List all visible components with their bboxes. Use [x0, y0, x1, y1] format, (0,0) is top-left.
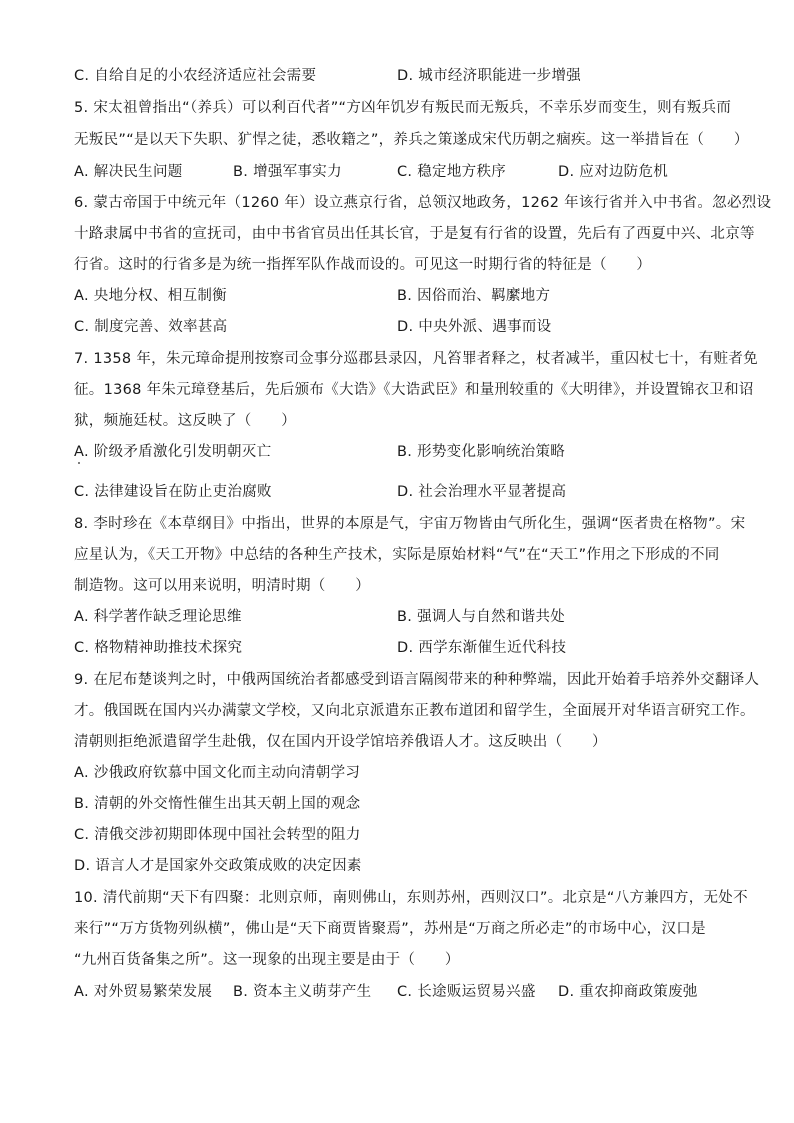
- q8-option-c: C. 格物精神助推技术探究: [74, 640, 243, 656]
- q7-stem-line-3: 狱，频施廷杖。这反映了（ ）: [74, 413, 296, 429]
- q6-option-a: A. 央地分权、相互制衡: [74, 288, 227, 304]
- q7-option-d: D. 社会治理水平显著提高: [397, 484, 567, 500]
- q9-option-c: C. 清俄交涉初期即体现中国社会转型的阻力: [74, 827, 361, 843]
- q10-stem-line-1: 10. 清代前期“天下有四聚：北则京师，南则佛山，东则苏州，西则汉口”。北京是“八方兼四方，无处不: [74, 890, 748, 906]
- q8-stem-line-3: 制造物。这可以用来说明，明清时期（ ）: [74, 578, 370, 594]
- q5-option-c: C. 稳定地方秩序: [397, 164, 507, 180]
- q10-option-c: C. 长途贩运贸易兴盛: [397, 984, 536, 1000]
- q8-option-a: A. 科学著作缺乏理论思维: [74, 609, 242, 625]
- stray-mark: [78, 462, 80, 464]
- q7-option-a: A. 阶级矛盾激化引发明朝灭亡: [74, 444, 272, 460]
- q6-stem-line-2: 十路隶属中书省的宣抚司，由中书省官员出任其长官，于是复有行省的设置，先后有了西夏中兴、北京等: [74, 226, 755, 242]
- q9-stem-line-1: 9. 在尼布楚谈判之时，中俄两国统治者都感受到语言隔阂带来的种种弊端，因此开始着手培养外交翻译人: [74, 672, 760, 688]
- q9-stem-line-3: 清朝则拒绝派遣留学生赴俄，仅在国内开设学馆培养俄语人才。这反映出（ ）: [74, 734, 607, 750]
- q5-option-b: B. 增强军事实力: [233, 164, 342, 180]
- q6-option-c: C. 制度完善、效率甚高: [74, 319, 228, 335]
- q6-stem-line-3: 行省。这时的行省多是为统一指挥军队作战而设的。可见这一时期行省的特征是（ ）: [74, 257, 652, 273]
- q10-option-a: A. 对外贸易繁荣发展: [74, 984, 213, 1000]
- q7-stem-line-2: 征。1368 年朱元璋登基后，先后颁布《大诰》《大诰武臣》和量刑较重的《大明律》，并设置锦衣卫和诏: [74, 382, 754, 398]
- q9-stem-line-2: 才。俄国既在国内兴办满蒙文学校，又向北京派遣东正教布道团和留学生，全面展开对华语言研究工作。: [74, 703, 755, 719]
- q10-option-b: B. 资本主义萌芽产生: [233, 984, 372, 1000]
- q9-option-b: B. 清朝的外交惰性催生出其天朝上国的观念: [74, 796, 361, 812]
- q5-option-a: A. 解决民生问题: [74, 164, 183, 180]
- q8-stem-line-2: 应星认为，《天工开物》中总结的各种生产技术，实际是原始材料“气”在“天工”作用之下形成的不同: [74, 547, 720, 563]
- q6-stem-line-1: 6. 蒙古帝国于中统元年（1260 年）设立燕京行省，总领汉地政务，1262 年该行省并入中书省。忽必烈设: [74, 195, 772, 211]
- q8-option-d: D. 西学东渐催生近代科技: [397, 640, 567, 656]
- q8-stem-line-1: 8. 李时珍在《本草纲目》中指出，世界的本原是气，宇宙万物皆由气所化生，强调“医者贵在格物”。宋: [74, 516, 746, 532]
- q6-option-b: B. 因俗而治、羁縻地方: [397, 288, 551, 304]
- q10-stem-line-3: “九州百货备集之所”。这一现象的出现主要是由于（ ）: [74, 952, 460, 968]
- q6-option-d: D. 中央外派、遇事而设: [397, 319, 552, 335]
- q5-option-d: D. 应对边防危机: [558, 164, 669, 180]
- q5-stem-line-2: 无叛民”“是以天下失职、犷悍之徒，悉收籍之”，养兵之策遂成宋代历朝之痼疾。这一举措旨在（ ）: [74, 132, 749, 148]
- q10-stem-line-2: 来行”“万方货物列纵横”，佛山是“天下商贾皆聚焉”，苏州是“万商之所必走”的市场中心，汉口是: [74, 921, 706, 937]
- q7-option-c: C. 法律建设旨在防止吏治腐败: [74, 484, 272, 500]
- q5-stem-line-1: 5. 宋太祖曾指出“（养兵）可以利百代者”“方凶年饥岁有叛民而无叛兵，不幸乐岁而变生，则有叛兵而: [74, 100, 732, 116]
- q4-option-d: D. 城市经济职能进一步增强: [397, 68, 582, 84]
- q7-stem-line-1: 7. 1358 年，朱元璋命提刑按察司佥事分巡郡县录囚，凡笞罪者释之，杖者减半，重囚杖七十，有赃者免: [74, 351, 758, 367]
- q8-option-b: B. 强调人与自然和谐共处: [397, 609, 566, 625]
- q10-option-d: D. 重农抑商政策废弛: [558, 984, 698, 1000]
- q4-option-c: C. 自给自足的小农经济适应社会需要: [74, 68, 317, 84]
- q9-option-d: D. 语言人才是国家外交政策成败的决定因素: [74, 858, 362, 874]
- q9-option-a: A. 沙俄政府钦慕中国文化而主动向清朝学习: [74, 765, 361, 781]
- q7-option-b: B. 形势变化影响统治策略: [397, 444, 566, 460]
